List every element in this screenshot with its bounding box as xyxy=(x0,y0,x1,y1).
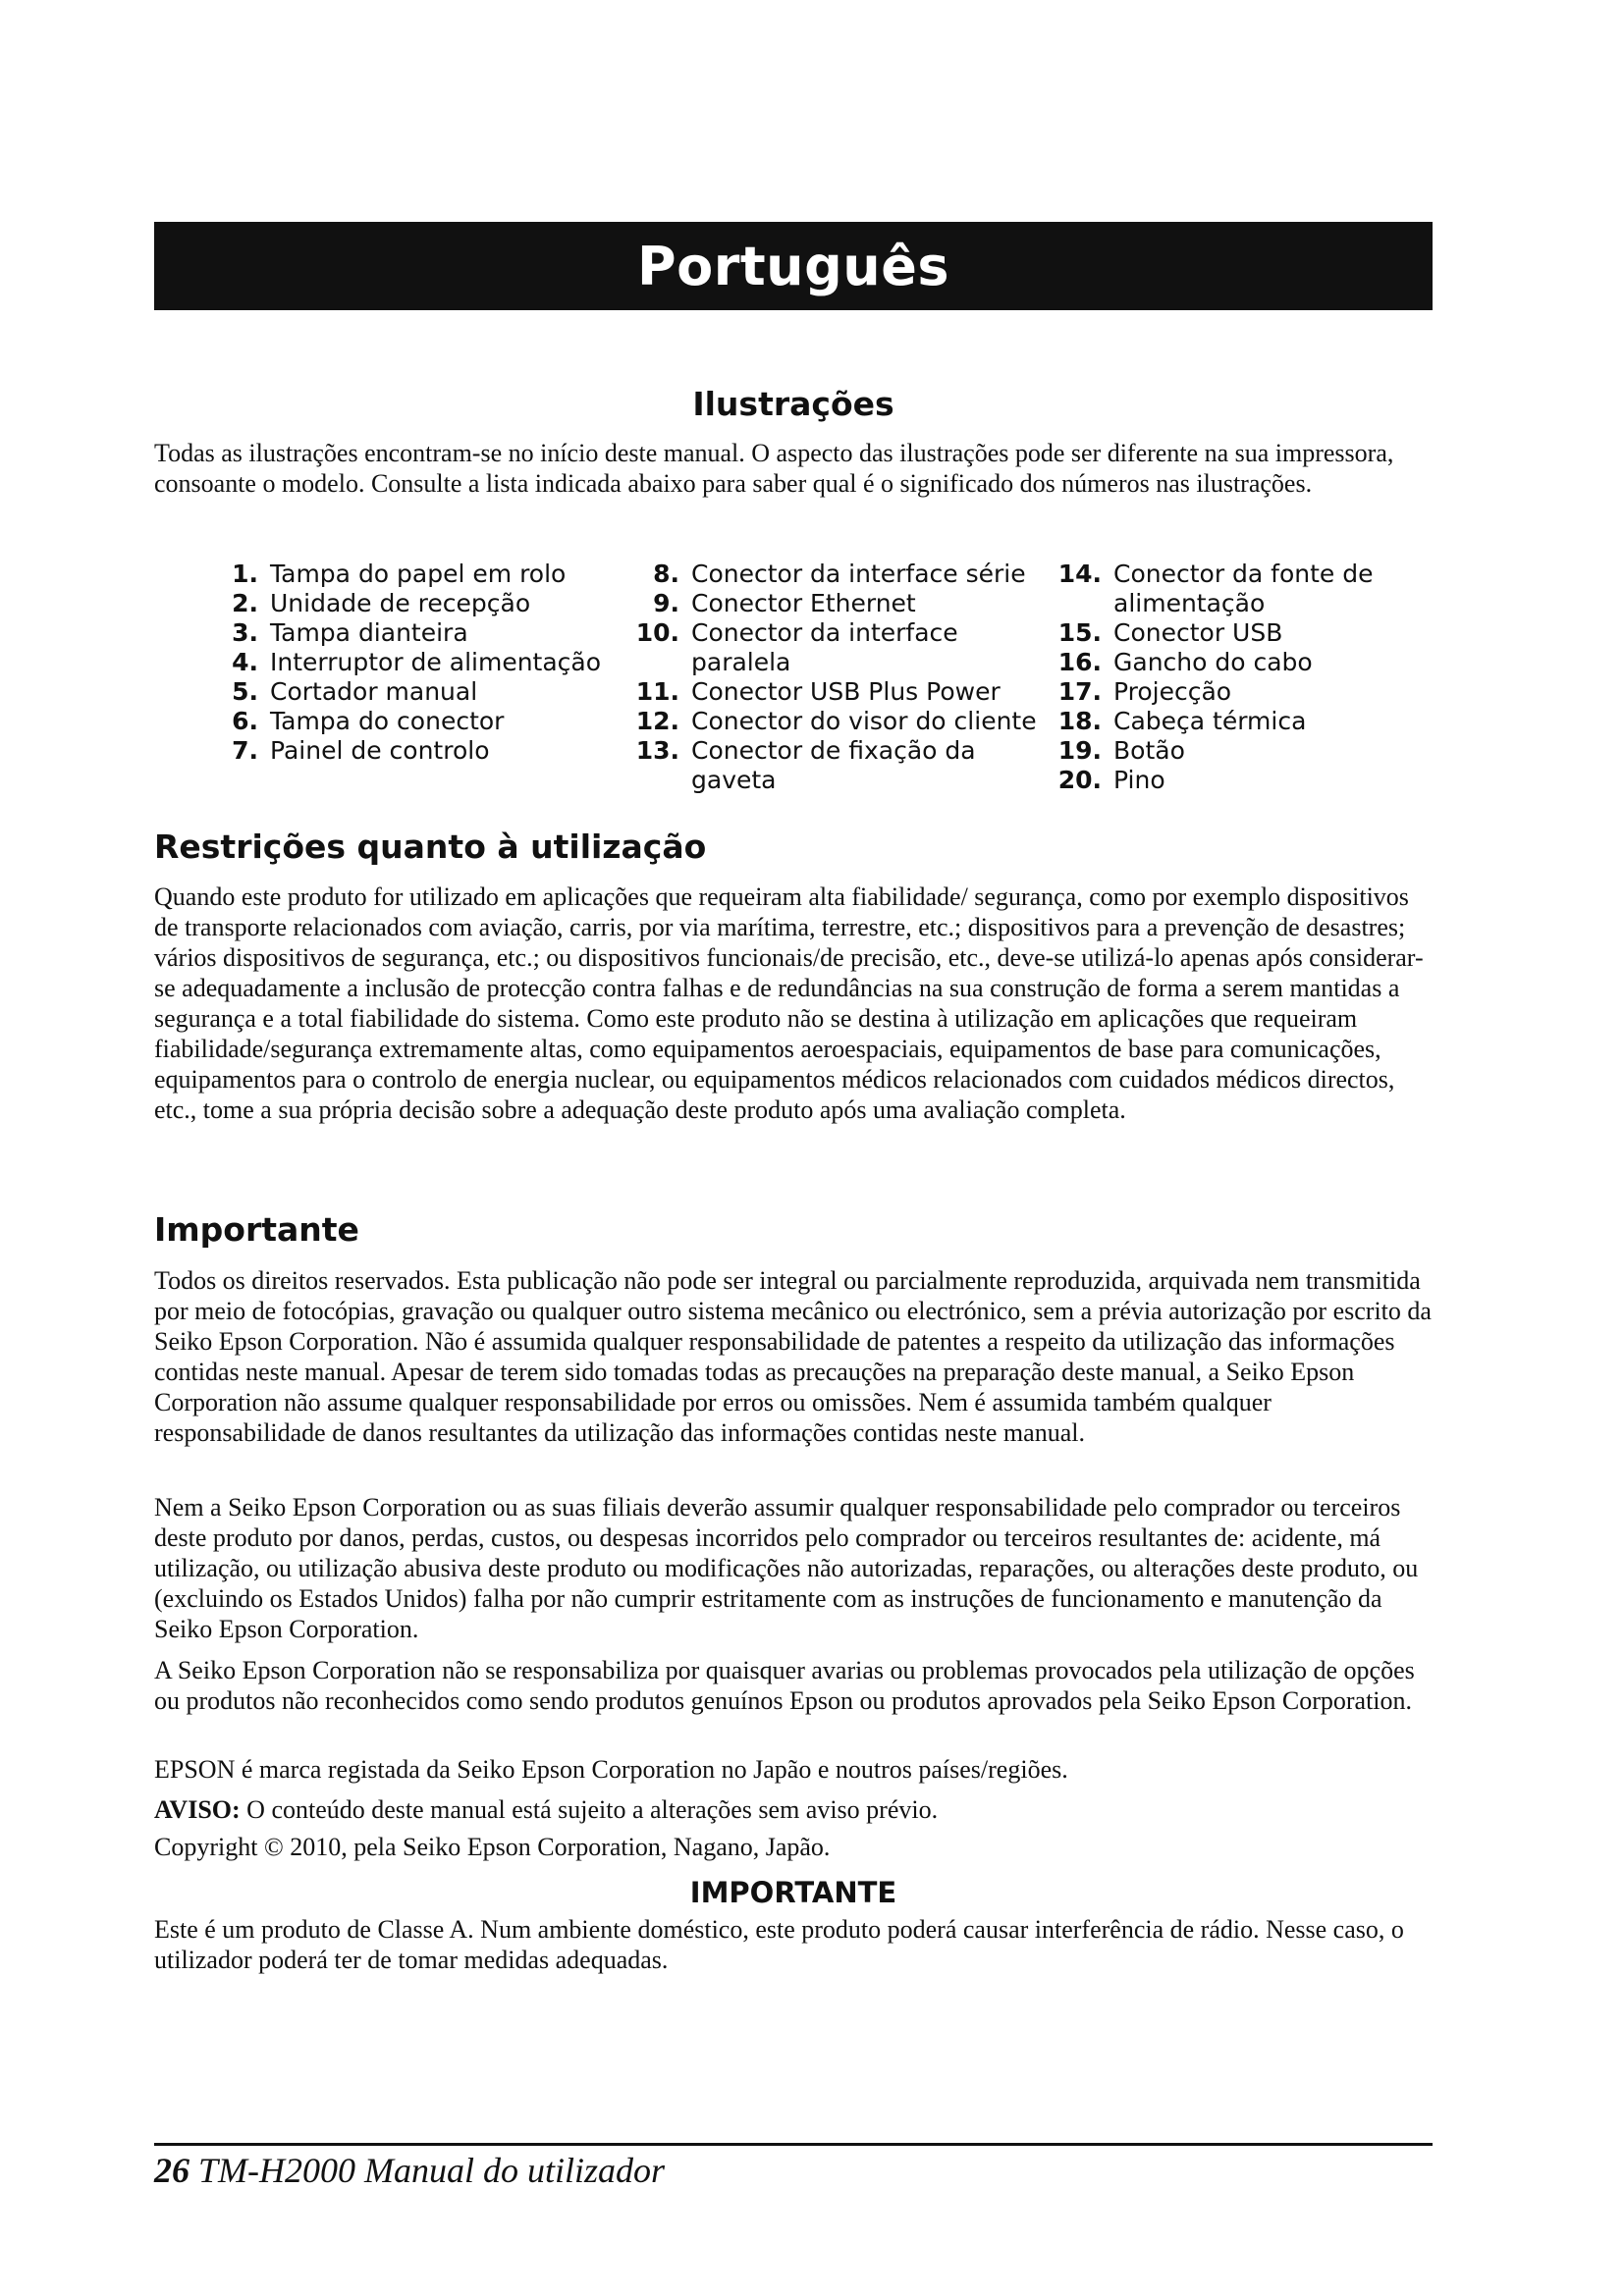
notice-label: AVISO: xyxy=(154,1795,241,1824)
legend-item: 11. Conector USB Plus Power xyxy=(635,677,1001,706)
legend-item: 4. Interruptor de alimentação xyxy=(232,648,602,676)
legend-item: 2. Unidade de recepção xyxy=(232,589,531,617)
legend-item: 17. Projecção xyxy=(1057,677,1232,706)
banner-title: Português xyxy=(637,235,949,297)
page-number: 26 xyxy=(154,2151,189,2190)
legend-item: 1. Tampa do papel em rolo xyxy=(232,560,567,588)
legend-column-1 xyxy=(211,560,623,766)
restrictions-text: Quando este produto for utilizado em aplicações que requeiram alta fiabilidade/ segurança, como por exemplo dispositivos de transporte relacionados com aviação, carris, por via marítima, terrestre, etc.; dispositivos para a prevenção de desastres; vários dispositivos de segurança, etc.; ou dispositivos funcionais/de precisão, etc., deve-se utilizá-lo apenas após considerar-se adequadamente a inclusão de protecção contra falhas e de redundâncias na sua construção de forma a serem mantidas a segurança e a total fiabilidade do sistema. Como este produto não se destina à utilização em aplicações que requeiram fiabilidade/segurança extremamente altas, como equipamentos aeroespaciais, equipamentos de base para comunicações, equipamentos para o controlo de energia nuclear, ou equipamentos médicos relacionados com cuidados médicos directos, etc., tome a sua própria decisão sobre a adequação deste produto após uma avaliação completa. xyxy=(154,882,1424,1124)
legend-item: 6. Tampa do conector xyxy=(232,707,505,735)
legend-item: 12. Conector do visor do cliente xyxy=(635,707,1037,735)
language-banner xyxy=(154,222,1433,310)
legend-item: 20. Pino xyxy=(1057,766,1165,794)
legend-item: 13. Conector de fixação da gaveta xyxy=(635,736,976,794)
legend-item: 18. Cabeça térmica xyxy=(1057,707,1307,735)
legend-item: 10. Conector da interface paralela xyxy=(635,618,958,676)
important-paragraph-3: A Seiko Epson Corporation não se responsabiliza por quaisquer avarias ou problemas provocados pela utilização de opções ou produtos não reconhecidos como sendo produtos genuínos Epson ou produtos aprovados pela Seiko Epson Corporation. xyxy=(154,1656,1415,1715)
illustrations-heading: Ilustrações xyxy=(692,385,894,423)
notice-text: O conteúdo deste manual está sujeito a alterações sem aviso prévio. xyxy=(246,1795,939,1824)
legend-column-2 xyxy=(628,560,1051,795)
legend-item: 9. Conector Ethernet xyxy=(653,589,916,617)
manual-title: TM-H2000 Manual do utilizador xyxy=(198,2151,666,2190)
legend-item: 7. Painel de controlo xyxy=(232,736,490,765)
legend-column-3 xyxy=(1051,560,1424,795)
footer-divider xyxy=(154,2143,1433,2146)
trademark-text: EPSON é marca registada da Seiko Epson Corporation no Japão e noutros países/regiões. xyxy=(154,1755,1068,1784)
legend-item: 5. Cortador manual xyxy=(232,677,478,706)
class-a-text: Este é um produto de Classe A. Num ambiente doméstico, este produto poderá causar interferência de rádio. Nesse caso, o utilizador poderá ter de tomar medidas adequadas. xyxy=(154,1915,1404,1974)
legend-item: 3. Tampa dianteira xyxy=(232,618,468,647)
important-paragraph-1: Todos os direitos reservados. Esta publicação não pode ser integral ou parcialmente reproduzida, arquivada nem transmitida por meio de fotocópias, gravação ou qualquer outro sistema mecânico ou electrónico, sem a prévia autorização por escrito da Seiko Epson Corporation. Não é assumida qualquer responsabilidade de patentes a respeito da utilização das informações contidas neste manual. Apesar de terem sido tomadas todas as precauções na preparação deste manual, a Seiko Epson Corporation não assume qualquer responsabilidade por erros ou omissões. Nem é assumida também qualquer responsabilidade de danos resultantes da utilização das informações contidas neste manual. xyxy=(154,1266,1432,1447)
legend-item: 14. Conector da fonte de alimentação xyxy=(1057,560,1374,617)
page-footer xyxy=(154,2150,665,2191)
illustrations-intro: Todas as ilustrações encontram-se no início deste manual. O aspecto das ilustrações pode ser diferente na sua impressora, consoante o modelo. Consulte a lista indicada abaixo para saber qual é o significado dos números nas ilustrações. xyxy=(154,439,1394,498)
important-heading: Importante xyxy=(154,1210,359,1249)
notice xyxy=(154,1794,1433,1825)
legend-item: 19. Botão xyxy=(1057,736,1185,765)
important-paragraph-2: Nem a Seiko Epson Corporation ou as suas filiais deverão assumir qualquer responsabilidade pelo comprador ou terceiros deste produto por danos, perdas, custos, ou despesas incorridos pelo comprador ou terceiros resultantes de: acidente, má utilização, ou utilização abusiva deste produto ou modificações não autorizadas, reparações, ou alterações deste produto, ou (excluindo os Estados Unidos) falha por não cumprir estritamente com as instruções de funcionamento e manutenção da Seiko Epson Corporation. xyxy=(154,1493,1419,1643)
class-a-heading: IMPORTANTE xyxy=(689,1876,897,1909)
legend-item: 16. Gancho do cabo xyxy=(1057,648,1313,676)
legend-item: 15. Conector USB xyxy=(1057,618,1283,647)
restrictions-heading: Restrições quanto à utilização xyxy=(154,828,707,866)
copyright-text: Copyright © 2010, pela Seiko Epson Corporation, Nagano, Japão. xyxy=(154,1833,831,1861)
legend-item: 8. Conector da interface série xyxy=(653,560,1026,588)
